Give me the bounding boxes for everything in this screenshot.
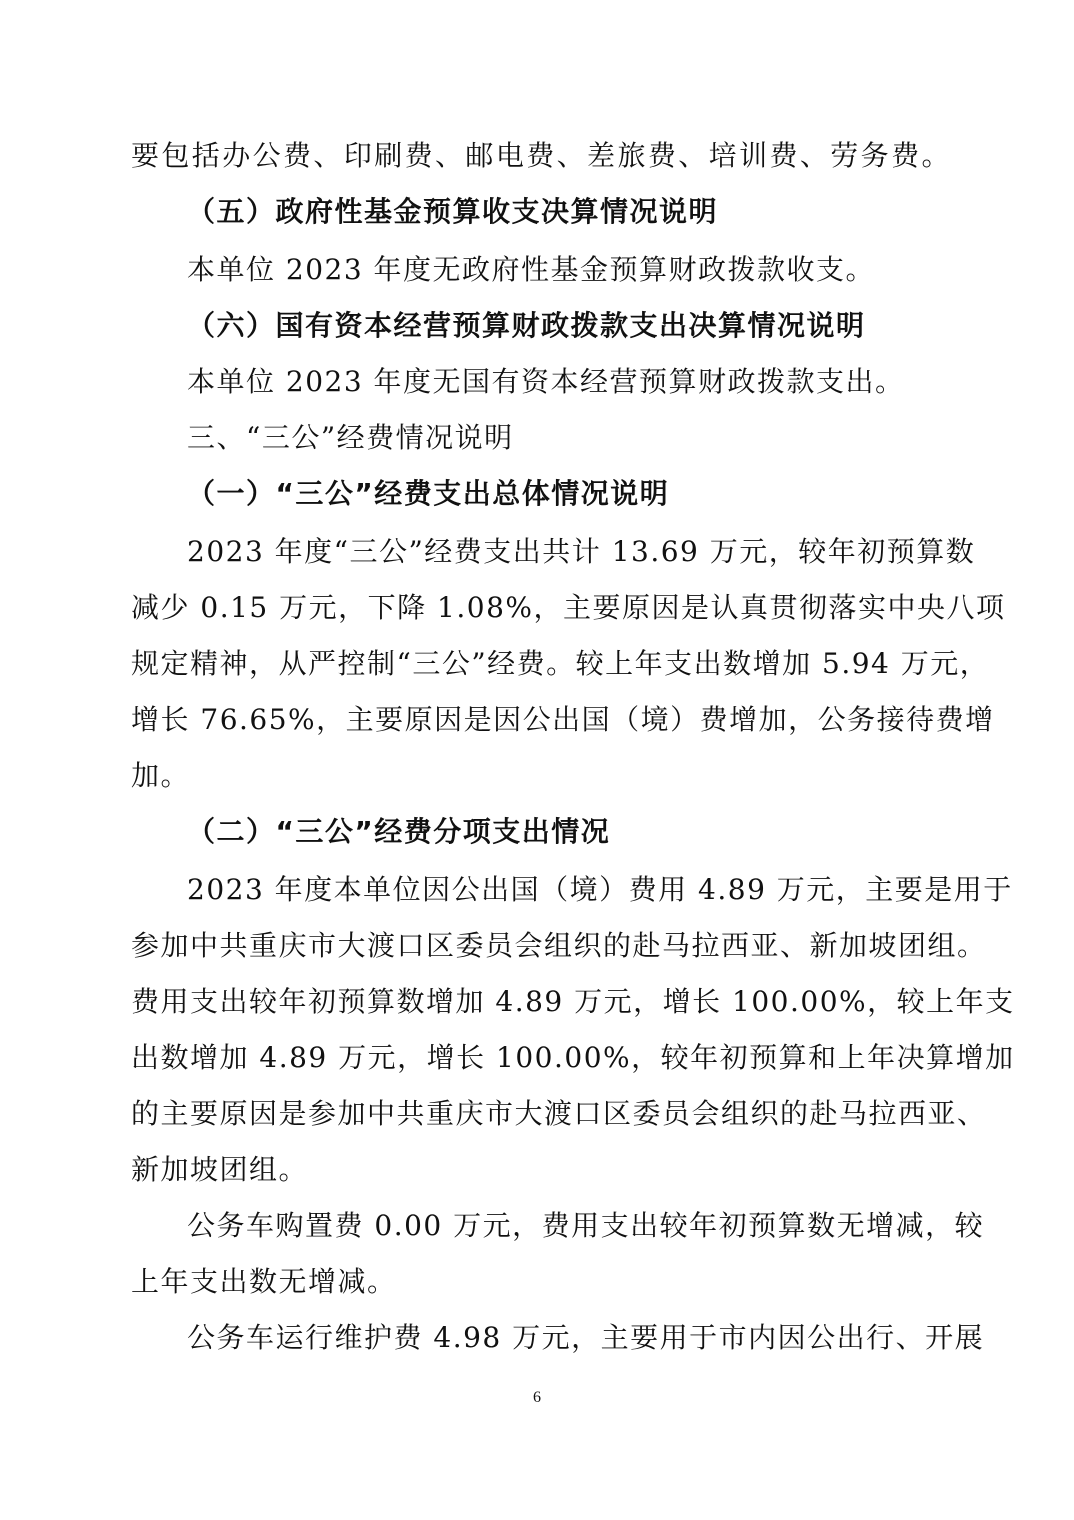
chapter-heading-three-public: 三、“三公”经费情况说明 [187,421,514,454]
paragraph-line: 上年支出数无增减。 [131,1265,397,1298]
paragraph-line: 参加中共重庆市大渡口区委员会组织的赴马拉西亚、新加坡团组。 [131,929,987,962]
paragraph-line: 规定精神，从严控制“三公”经费。较上年支出数增加 5.94 万元， [131,647,990,680]
paragraph-line: 2023 年度本单位因公出国（境）费用 4.89 万元，主要是用于 [187,873,1013,906]
paragraph-line: 本单位 2023 年度无国有资本经营预算财政拨款支出。 [187,365,905,398]
section-heading-itemized: （二）“三公”经费分项支出情况 [187,815,611,848]
paragraph-line: 本单位 2023 年度无政府性基金预算财政拨款收支。 [187,253,876,286]
paragraph-line: 公务车运行维护费 4.98 万元，主要用于市内因公出行、开展 [187,1321,985,1354]
section-heading-state-capital: （六）国有资本经营预算财政拨款支出决算情况说明 [187,309,866,342]
paragraph-line: 加。 [131,759,191,792]
paragraph-line: 减少 0.15 万元，下降 1.08%，主要原因是认真贯彻落实中央八项 [131,591,1006,624]
page-number: 6 [533,1389,541,1406]
paragraph-line: 费用支出较年初预算数增加 4.89 万元，增长 100.00%，较上年支 [131,985,1015,1018]
section-heading-overall: （一）“三公”经费支出总体情况说明 [187,477,670,510]
paragraph-line: 2023 年度“三公”经费支出共计 13.69 万元，较年初预算数 [187,535,976,568]
section-heading-government-fund: （五）政府性基金预算收支决算情况说明 [187,195,719,228]
paragraph-line: 增长 76.65%，主要原因是因公出国（境）费增加，公务接待费增 [131,703,995,736]
paragraph-line: 公务车购置费 0.00 万元，费用支出较年初预算数无增减，较 [187,1209,985,1242]
paragraph-line: 的主要原因是参加中共重庆市大渡口区委员会组织的赴马拉西亚、 [131,1097,987,1130]
paragraph-line: 新加坡团组。 [131,1153,309,1186]
paragraph-line: 要包括办公费、印刷费、邮电费、差旅费、培训费、劳务费。 [131,139,951,172]
paragraph-line: 出数增加 4.89 万元，增长 100.00%，较年初预算和上年决算增加 [131,1041,1015,1074]
